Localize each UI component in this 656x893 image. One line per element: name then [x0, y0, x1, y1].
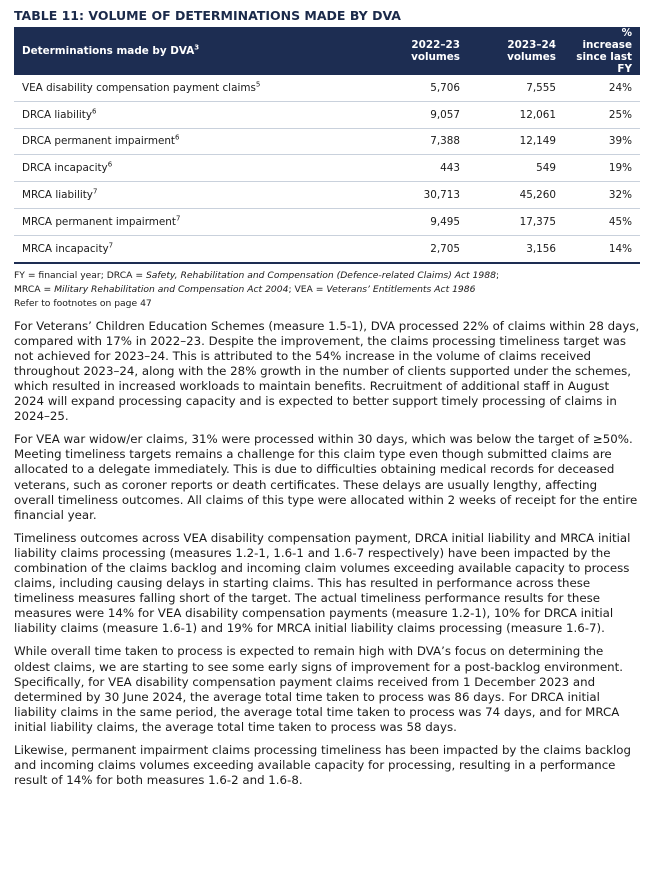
value-2023-24: 549 [468, 155, 564, 182]
value-2022-23: 9,495 [390, 208, 468, 235]
paragraph: For Veterans’ Children Education Schemes (measure 1.5-1), DVA processed 22% of claims within 28 days, compared with 17% in 2022–23. Despite the improvement, the claims processing timeliness target was not achieved for 2023–24. This is attributed to the 54% increase in the volume of claims received throughout 2023–24, along with the 28% growth in the number of clients supported under the schemes, which resulted in increased workloads to maintain benefits. Recruitment of additional staff in August 2024 will expand processing capacity and is expected to better support timely processing of claims in 2024–25. [14, 318, 640, 424]
row-label: VEA disability compensation payment claims$^5$ [14, 75, 390, 101]
note-line-1: FY = financial year; DRCA = Safety, Rehabilitation and Compensation (Defence-related Claims) Act 1988; [14, 269, 500, 281]
value-pct-increase: 32% [564, 182, 640, 209]
row-label: DRCA liability$^6$ [14, 101, 390, 128]
value-2022-23: 7,388 [390, 128, 468, 155]
value-2022-23: 9,057 [390, 101, 468, 128]
value-pct-increase: 45% [564, 208, 640, 235]
value-pct-increase: 39% [564, 128, 640, 155]
value-2022-23: 5,706 [390, 75, 468, 101]
header-pct-increase: % increase since last FY [564, 27, 640, 75]
header-2022-23: 2022–23 volumes [390, 27, 468, 75]
value-2022-23: 2,705 [390, 235, 468, 262]
note-line-2: MRCA = Military Rehabilitation and Compensation Act 2004; VEA = Veterans’ Entitlements Act 1986 [14, 283, 476, 295]
determinations-table [14, 27, 640, 264]
value-2023-24: 12,061 [468, 101, 564, 128]
header-2023-24: 2023–24 volumes [468, 27, 564, 75]
row-label: MRCA liability$^7$ [14, 182, 390, 209]
table-row [14, 235, 640, 262]
value-2023-24: 3,156 [468, 235, 564, 262]
paragraph: For VEA war widow/er claims, 31% were processed within 30 days, which was below the target of ≥50%. Meeting timeliness targets remains a challenge for this claim type even though submitted claims are allocated to a delegate immediately. This is due to difficulties obtaining medical records for deceased veterans, such as coroner reports or death certificates. These delays are usually lengthy, affecting overall timeliness outcomes. All claims of this type were allocated within 2 weeks of receipt for the entire financial year. [14, 432, 638, 522]
row-label: DRCA incapacity$^6$ [14, 155, 390, 182]
value-2022-23: 30,713 [390, 182, 468, 209]
table-row [14, 155, 640, 182]
value-pct-increase: 19% [564, 155, 640, 182]
table-row [14, 182, 640, 209]
table-header-row [14, 27, 640, 75]
table-row [14, 75, 640, 101]
note-line-3: Refer to footnotes on page 47 [14, 297, 152, 309]
row-label: DRCA permanent impairment$^6$ [14, 128, 390, 155]
row-label: MRCA permanent impairment$^7$ [14, 208, 390, 235]
value-pct-increase: 25% [564, 101, 640, 128]
table-row [14, 208, 640, 235]
table-row [14, 101, 640, 128]
paragraph: Timeliness outcomes across VEA disability compensation payment, DRCA initial liability and MRCA initial liability claims processing (measures 1.2-1, 1.6-1 and 1.6-7 respectively) have been impacted by the combination of the claims backlog and incoming claim volumes exceeding available capacity to process claims, including causing delays in starting claims. This has resulted in performance across these timeliness measures falling short of the target. The actual timeliness performance results for these measures were 14% for VEA disability compensation payments (measure 1.2-1), 10% for DRCA initial liability claims (measure 1.6-1) and 19% for MRCA initial liability claims processing (measure 1.6-7). [14, 530, 631, 636]
value-pct-increase: 24% [564, 75, 640, 101]
page [14, 8, 640, 796]
value-2022-23: 443 [390, 155, 468, 182]
row-label: MRCA incapacity$^7$ [14, 235, 390, 262]
value-2023-24: 17,375 [468, 208, 564, 235]
paragraph: Likewise, permanent impairment claims processing timeliness has been impacted by the claims backlog and incoming claims volumes exceeding available capacity for processing, resulting in a performance result of 14% for both measures 1.6-2 and 1.6-8. [14, 743, 631, 788]
value-2023-24: 7,555 [468, 75, 564, 101]
value-pct-increase: 14% [564, 235, 640, 262]
value-2023-24: 12,149 [468, 128, 564, 155]
table-title: TABLE 11: VOLUME OF DETERMINATIONS MADE BY DVA [14, 8, 401, 23]
table-notes [14, 269, 640, 311]
header-determinations: Determinations made by DVA$^3$ [14, 27, 390, 75]
body-text [14, 319, 640, 789]
table-row [14, 128, 640, 155]
value-2023-24: 45,260 [468, 182, 564, 209]
paragraph: While overall time taken to process is expected to remain high with DVA’s focus on determining the oldest claims, we are starting to see some early signs of improvement for a post-backlog environment. Specifically, for VEA disability compensation payment claims received from 1 December 2023 and determined by 30 June 2024, the average total time taken to process was 86 days. For DRCA initial liability claims in the same period, the average total time taken to process was 74 days, and for MRCA initial liability claims, the average total time taken to process was 58 days. [14, 644, 623, 734]
